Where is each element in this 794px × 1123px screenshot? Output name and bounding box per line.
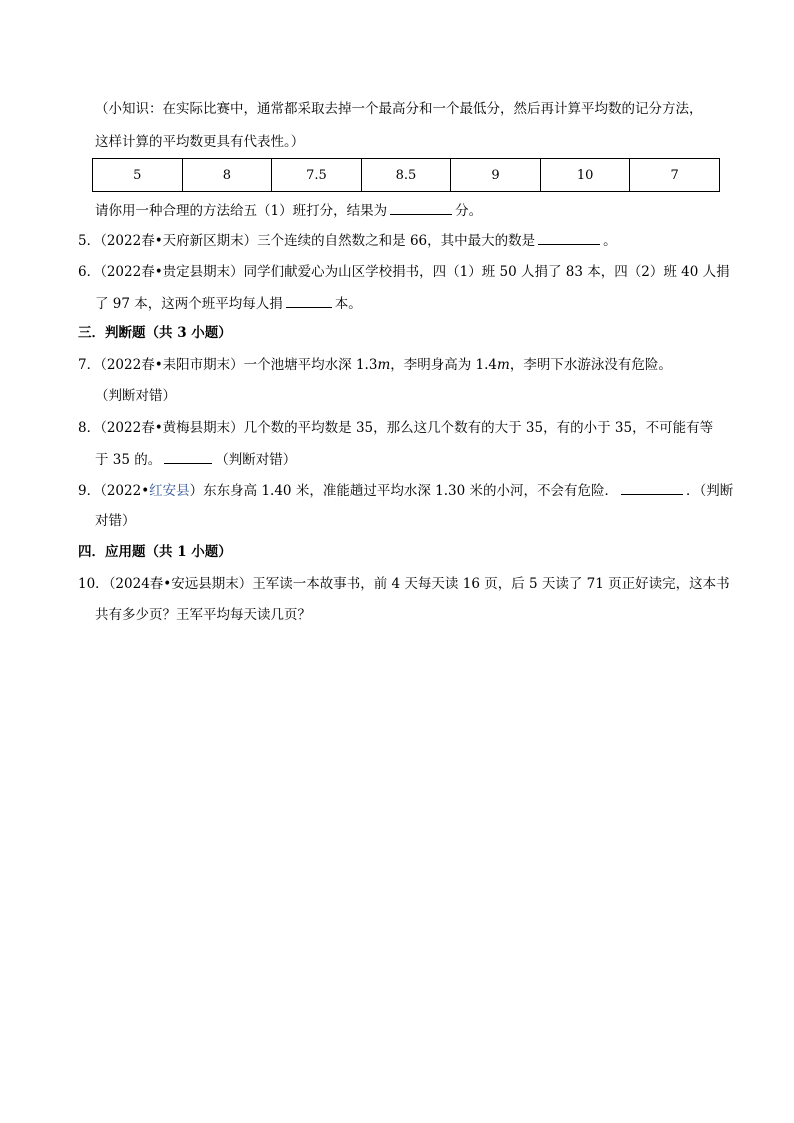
question-number: 7． <box>78 357 101 373</box>
question-source: （2024春•安远县期末） <box>108 576 253 592</box>
section-heading-judge: 三．判断题（共 3 小题） <box>78 325 232 341</box>
question-number: 9． <box>78 483 101 499</box>
score-cell: 7 <box>630 159 720 192</box>
question-source-place: 红安县 <box>149 483 190 499</box>
question-text: 几个数的平均数是 35，那么这几个数有的大于 35，有的小于 35，不可能有等 <box>243 420 714 436</box>
table-row <box>93 159 720 192</box>
question-text: 于 35 的。 <box>95 452 162 468</box>
question-text: 分。 <box>455 203 483 219</box>
question-text: ，李明下水游泳没有危险。 <box>509 357 672 373</box>
question-source-open: （2022• <box>100 483 150 499</box>
question-source: （2022春•贵定县期末） <box>100 264 244 280</box>
unit-symbol: m <box>377 357 391 373</box>
score-cell: 8.5 <box>361 159 451 192</box>
question-number: 5． <box>78 233 101 249</box>
score-cell: 5 <box>93 159 183 192</box>
answer-blank[interactable] <box>621 480 683 495</box>
question-text: 一个池塘平均水深 1.3 <box>243 357 378 373</box>
score-cell: 10 <box>540 159 630 192</box>
question-8-cont <box>95 449 296 470</box>
question-10-cont: 共有多少页？王军平均每天读几页？ <box>95 607 311 623</box>
question-text: 请你用一种合理的方法给五（1）班打分，结果为 <box>95 203 388 219</box>
question-5 <box>78 230 617 251</box>
question-number: 10． <box>78 576 109 592</box>
question-text: 三个连续的自然数之和是 66，其中最大的数是 <box>257 233 536 249</box>
score-cell: 7.5 <box>272 159 362 192</box>
question-source: （2022春•天府新区期末） <box>100 233 258 249</box>
question-10 <box>78 574 730 594</box>
question-text: 本。 <box>334 296 362 312</box>
section-heading-application: 四．应用题（共 1 小题） <box>78 544 232 560</box>
answer-blank[interactable] <box>390 200 452 215</box>
question-9 <box>78 480 733 501</box>
question-source: （2022春•耒阳市期末） <box>100 357 244 373</box>
question-8 <box>78 418 713 438</box>
question-text: （判断对错） <box>215 452 297 468</box>
question-text: 东东身高 1.40 米，准能趟过平均水深 1.30 米的小河，不会有危险． <box>203 483 618 499</box>
note-line-2: 这样计算的平均数更具有代表性。） <box>95 134 305 150</box>
question-text: 同学们献爱心为山区学校捐书，四（1）班 50 人捐了 83 本，四（2）班 40 人捐 <box>243 264 730 280</box>
note-line-1: （小知识：在实际比赛中，通常都采取去掉一个最高分和一个最低分，然后再计算平均数的记分方法， <box>95 101 703 117</box>
question-4-tail <box>95 200 482 221</box>
answer-blank[interactable] <box>164 449 212 464</box>
question-text: 。 <box>603 233 617 249</box>
question-6 <box>78 262 730 282</box>
answer-blank[interactable] <box>286 293 332 308</box>
question-source-close: ） <box>189 483 204 499</box>
question-9-judge: 对错） <box>95 513 136 529</box>
answer-blank[interactable] <box>538 230 600 245</box>
question-6-cont <box>95 293 362 314</box>
question-text: ．（判断 <box>685 483 734 499</box>
question-7-judge: （判断对错） <box>95 388 176 404</box>
question-7 <box>78 355 672 375</box>
question-number: 6． <box>78 264 101 280</box>
question-text: 王军读一本故事书，前 4 天每天读 16 页，后 5 天读了 71 页正好读完，这本书 <box>252 576 730 592</box>
score-cell: 8 <box>182 159 272 192</box>
question-number: 8． <box>78 420 101 436</box>
question-text: ，李明身高为 1.4 <box>390 357 498 373</box>
score-table <box>92 158 720 192</box>
question-text: 了 97 本，这两个班平均每人捐 <box>95 296 283 312</box>
score-cell: 9 <box>451 159 541 192</box>
unit-symbol: m <box>497 357 510 373</box>
question-source: （2022春•黄梅县期末） <box>100 420 244 436</box>
